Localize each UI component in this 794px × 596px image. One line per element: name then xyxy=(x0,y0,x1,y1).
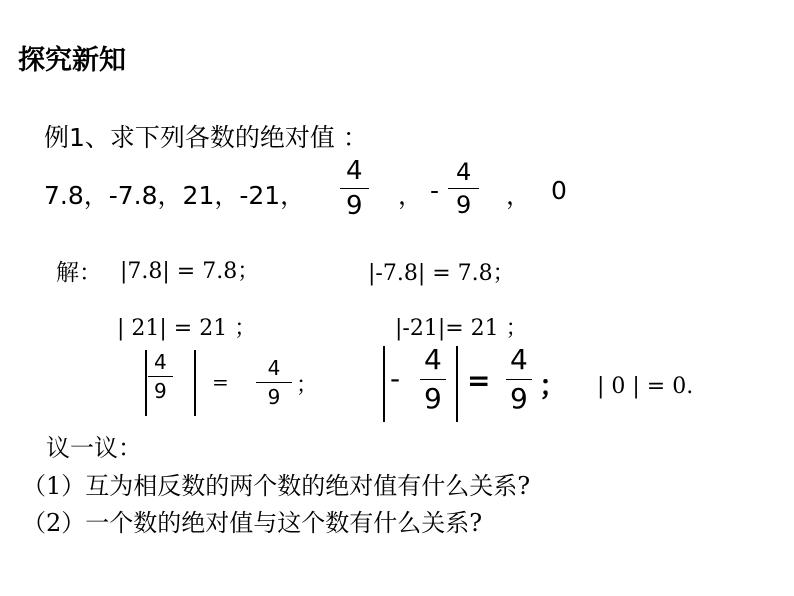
discussion-question-2: （2）一个数的绝对值与这个数有什么关系? xyxy=(22,509,483,537)
fraction-numerator: 4 xyxy=(456,158,472,186)
fraction-numerator: 4 xyxy=(510,343,528,376)
solution-line2-left: | 21| = 21 ； xyxy=(117,316,257,341)
page-title: 探究新知 xyxy=(18,45,126,76)
fraction-abs-a xyxy=(154,352,167,401)
fraction-numerator: 4 xyxy=(154,350,167,374)
equals-sign: = xyxy=(467,364,491,397)
semicolon: ； xyxy=(296,373,319,398)
equals-sign: = xyxy=(212,370,229,394)
minus-sign: - xyxy=(430,176,440,205)
fraction-denominator: 9 xyxy=(456,191,472,219)
fraction-denominator: 9 xyxy=(346,191,363,221)
fraction-result-b xyxy=(510,343,528,415)
fraction-abs-b xyxy=(424,343,442,415)
fraction-numerator: 4 xyxy=(267,356,281,380)
abs-bar-right xyxy=(194,350,196,416)
example-label: 例1、求下列各数的绝对值 ： xyxy=(44,123,368,152)
fraction-numerator: 4 xyxy=(424,343,442,376)
solution-line1-left: |7.8| = 7.8； xyxy=(120,259,260,284)
abs-bar-left xyxy=(383,346,385,422)
comma: ， xyxy=(398,181,424,210)
fraction-denominator: 9 xyxy=(154,379,167,403)
fraction-denominator: 9 xyxy=(424,382,442,415)
comma: ， xyxy=(506,181,532,210)
fraction-denominator: 9 xyxy=(267,385,281,409)
solution-line1-right: |-7.8| = 7.8； xyxy=(368,261,515,286)
solution-label: 解： xyxy=(56,260,102,286)
number-list: 7.8，-7.8，21，-21， xyxy=(44,181,306,210)
abs-bar-right xyxy=(456,346,458,422)
zero-abs-equation: | 0 | = 0. xyxy=(597,374,694,399)
fraction-positive xyxy=(346,158,363,219)
discussion-title: 议一议： xyxy=(46,434,142,462)
fraction-denominator: 9 xyxy=(510,382,528,415)
discussion-question-1: （1）互为相反数的两个数的绝对值有什么关系? xyxy=(22,472,531,500)
semicolon: ； xyxy=(539,369,568,402)
fraction-result-a xyxy=(264,358,284,407)
zero-value: 0 xyxy=(551,176,567,205)
solution-line2-right: |-21|= 21 ； xyxy=(395,316,528,341)
abs-bar-left xyxy=(145,350,147,416)
fraction-negative xyxy=(456,160,471,217)
minus-sign: - xyxy=(390,362,401,395)
fraction-numerator: 4 xyxy=(346,156,363,186)
